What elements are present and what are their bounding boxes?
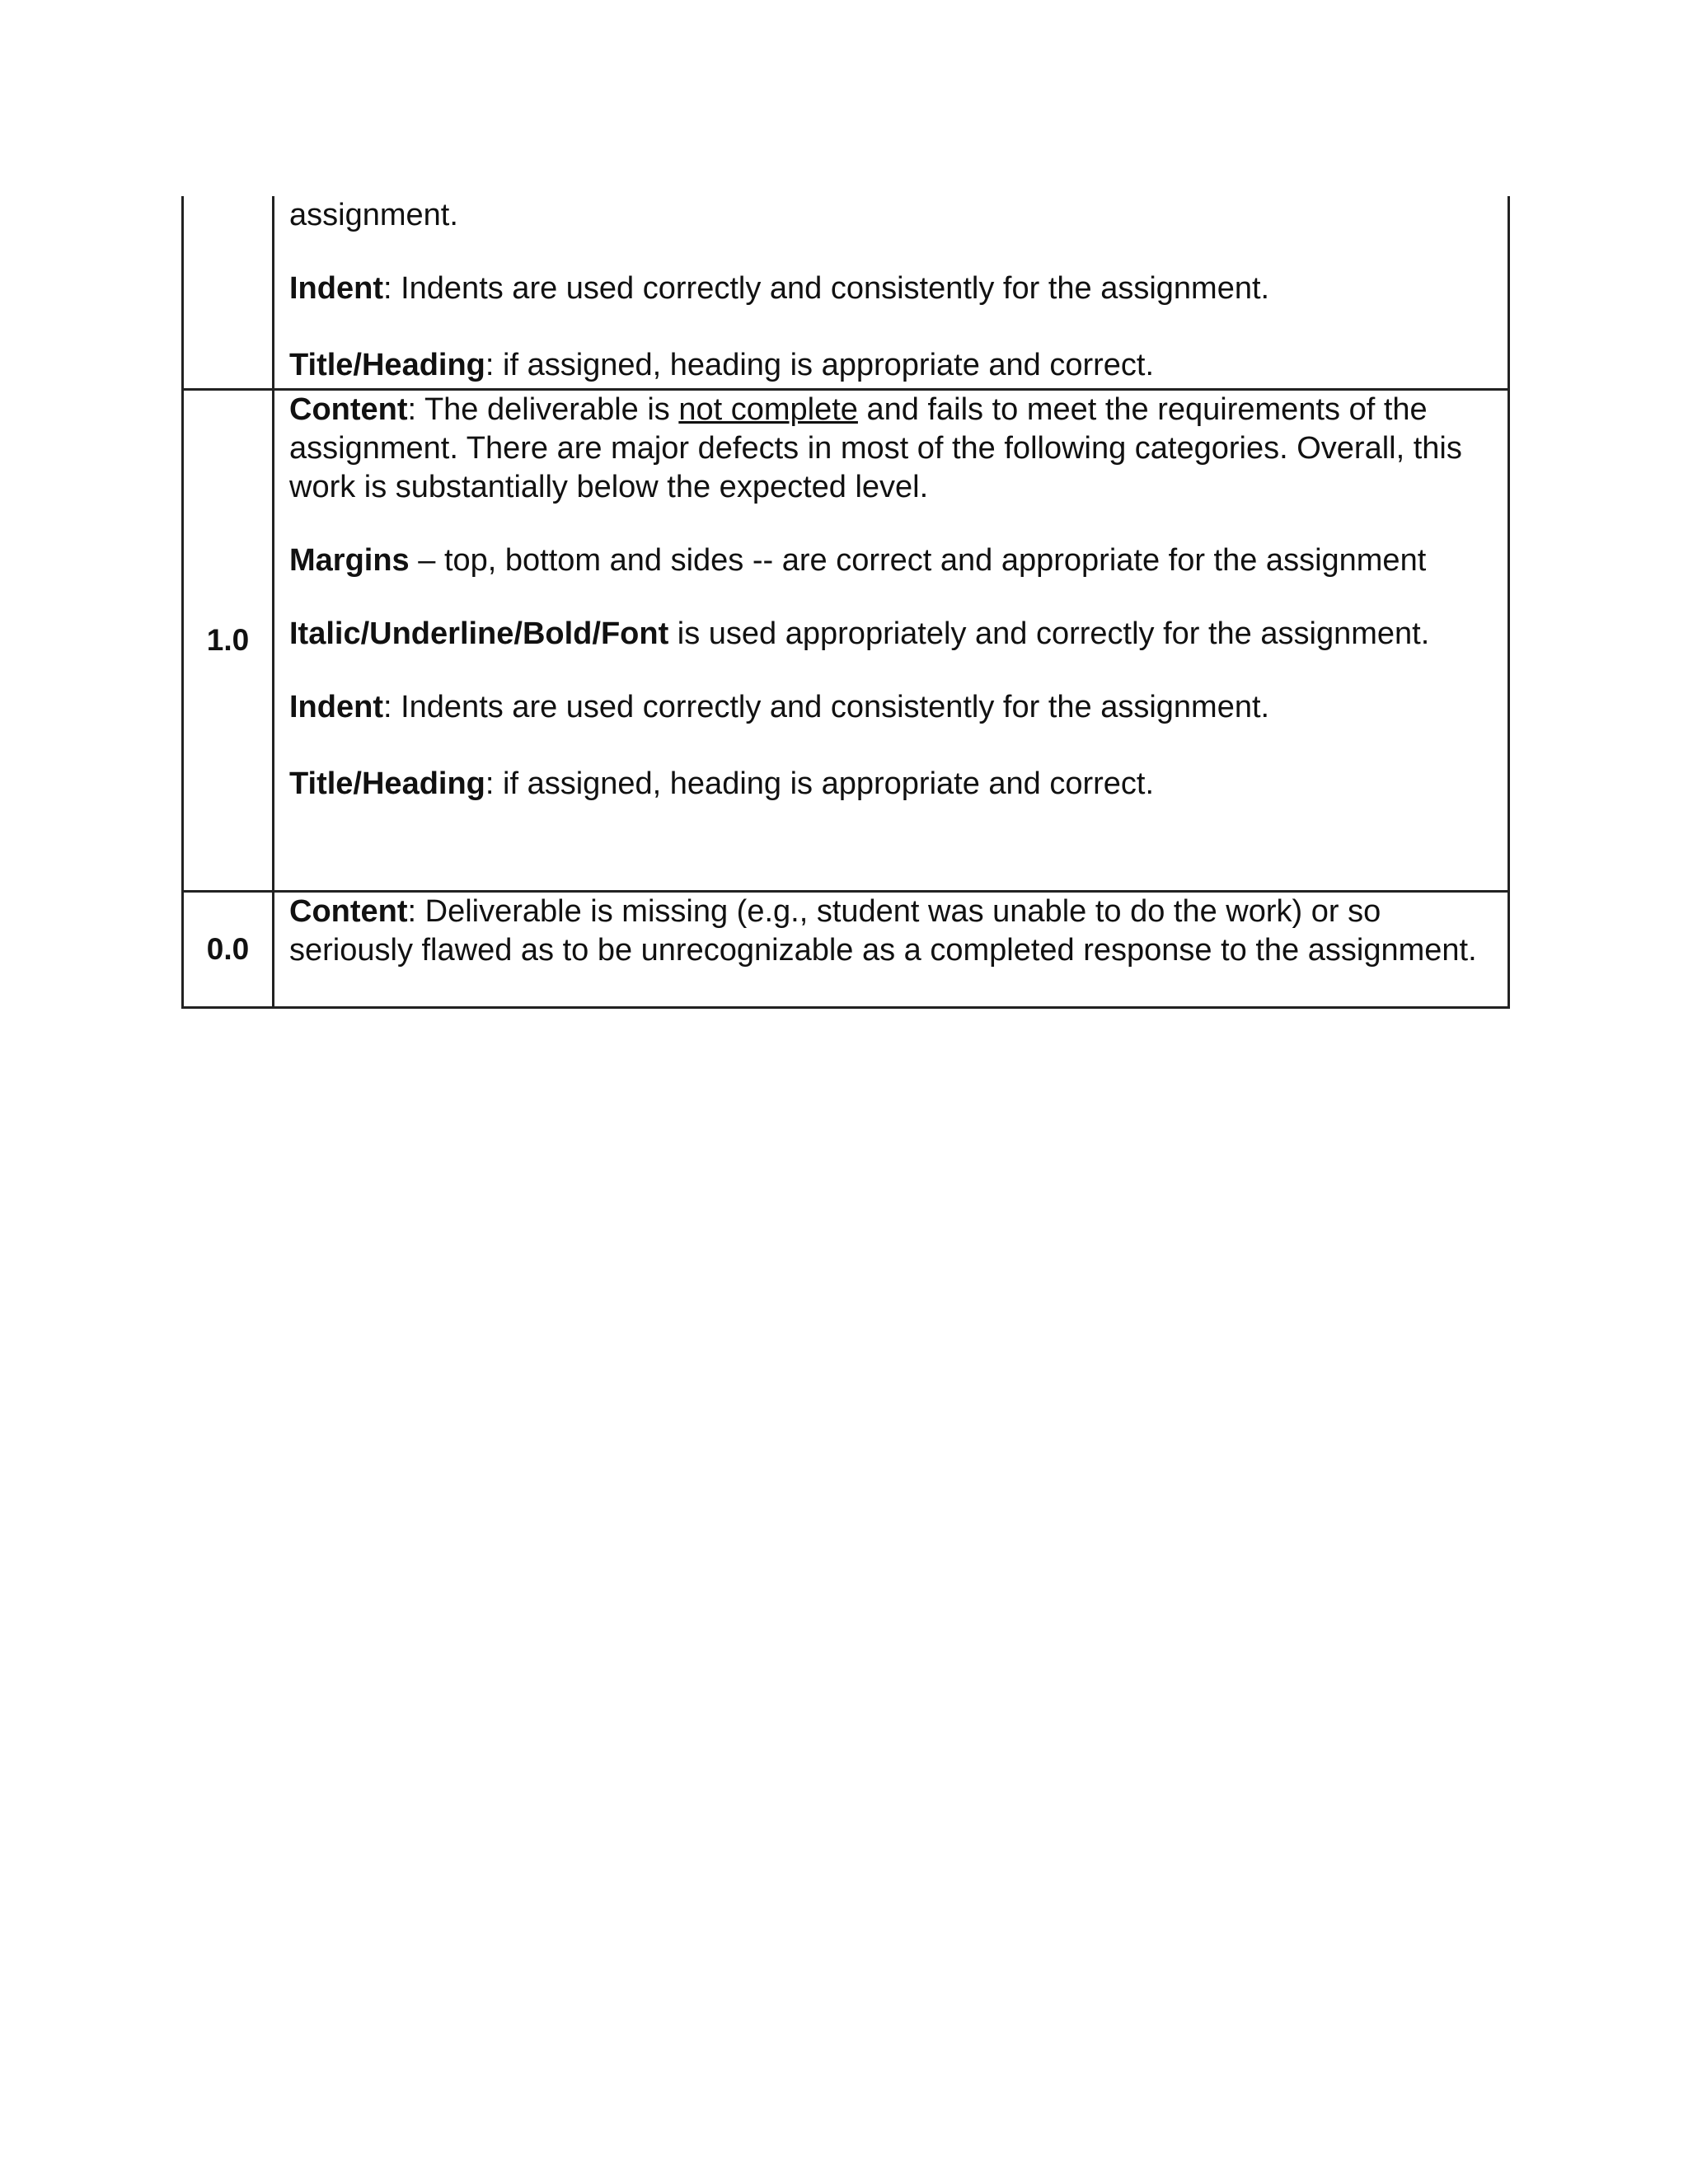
score-cell <box>184 391 274 890</box>
assignment-tail-text: assignment. <box>289 198 458 232</box>
italic-underline-bold-font-criterion <box>289 615 1507 654</box>
title-heading-criterion <box>289 346 1507 385</box>
title-heading-text: : if assigned, heading is appropriate and correct. <box>485 766 1155 801</box>
title-heading-label: Title/Heading <box>289 348 485 382</box>
content-criterion <box>289 391 1507 507</box>
content-text-post: and fails to meet the requirements of the assignment. There are major defects in most of the following categories. Overall, this work is substantially below the expected level. <box>289 392 1462 504</box>
italic-underline-bold-font-text: is used appropriately and correctly for the assignment. <box>668 616 1430 651</box>
margins-criterion <box>289 541 1507 580</box>
italic-underline-bold-font-label: Italic/Underline/Bold/Font <box>289 616 669 651</box>
score-cell <box>184 893 274 1006</box>
margins-label: Margins <box>289 543 410 578</box>
indent-label: Indent <box>289 271 383 306</box>
assignment-tail-line <box>289 196 1507 235</box>
content-underlined-text: not complete <box>678 392 858 427</box>
indent-criterion <box>289 688 1507 727</box>
content-criterion <box>289 893 1507 970</box>
score-value: 1.0 <box>206 623 250 657</box>
title-heading-label: Title/Heading <box>289 766 485 801</box>
score-value: 0.0 <box>206 932 250 966</box>
content-text: : Deliverable is missing (e.g., student was unable to do the work) or so seriously flawed as to be unrecognizable as a completed response to the assignment. <box>289 894 1477 968</box>
description-cell <box>274 893 1507 1006</box>
description-cell <box>274 391 1507 890</box>
content-label: Content <box>289 392 408 427</box>
rubric-row-continued <box>181 196 1510 391</box>
rubric-row-score-0 <box>181 893 1510 1009</box>
title-heading-text: : if assigned, heading is appropriate and correct. <box>485 348 1155 382</box>
indent-criterion <box>289 269 1507 308</box>
rubric-row-score-1 <box>181 391 1510 893</box>
content-label: Content <box>289 894 408 929</box>
score-cell <box>184 196 274 388</box>
indent-label: Indent <box>289 690 383 724</box>
indent-text: : Indents are used correctly and consistently for the assignment. <box>382 271 1270 306</box>
grading-rubric-table <box>181 196 1510 1009</box>
description-cell <box>274 196 1507 388</box>
margins-text: – top, bottom and sides -- are correct and appropriate for the assignment <box>409 543 1427 578</box>
indent-text: : Indents are used correctly and consistently for the assignment. <box>382 690 1270 724</box>
content-text-pre: : The deliverable is <box>407 392 679 427</box>
title-heading-criterion <box>289 765 1507 804</box>
